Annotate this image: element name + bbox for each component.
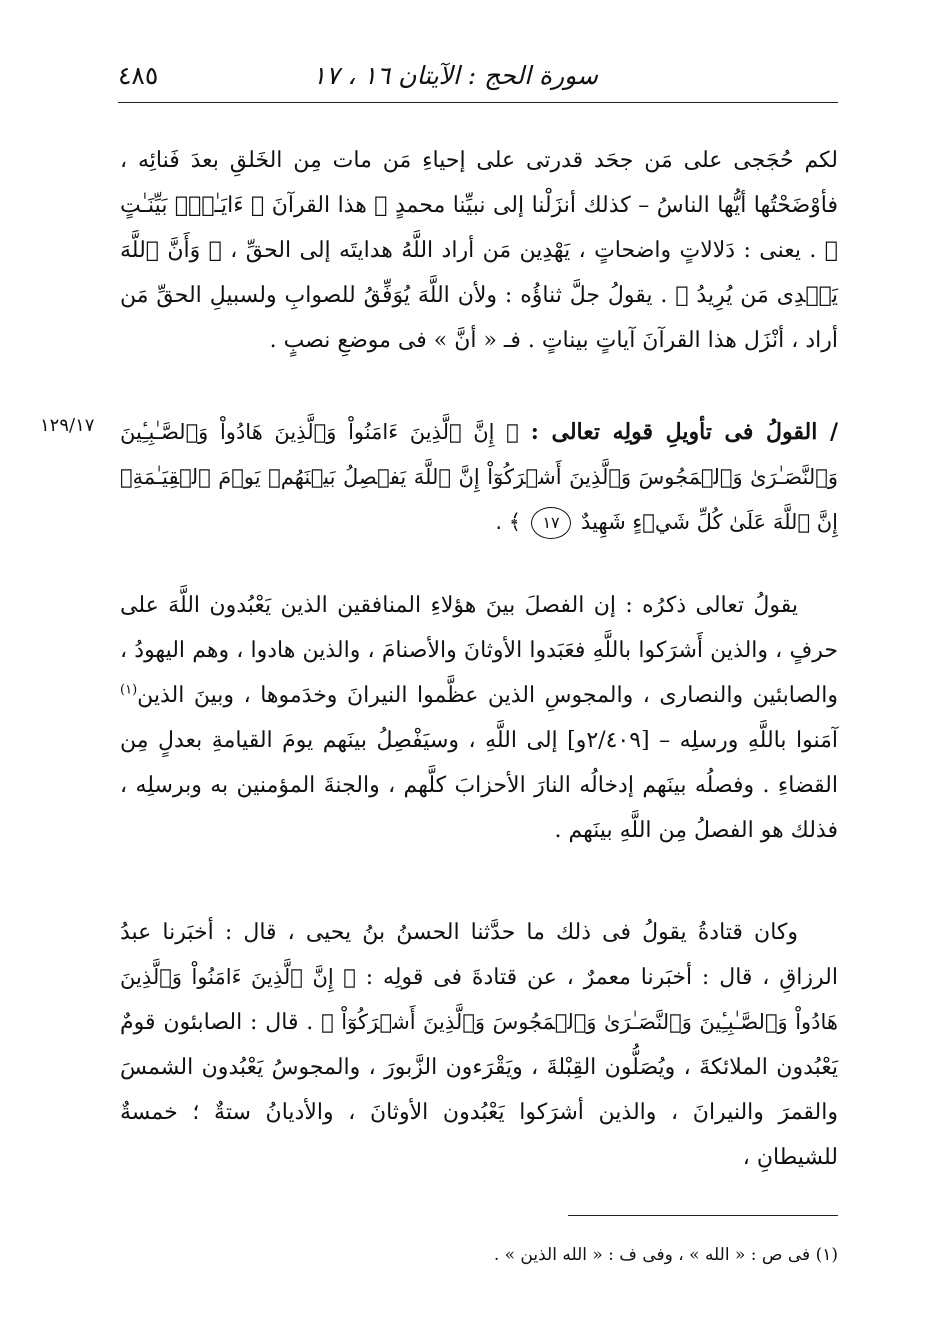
footnote-rule (568, 1215, 838, 1216)
paragraph-3-part2: آمَنوا باللَّهِ ورسلِه – [٢/٤٠٩و] إلى اللَّهِ ، وسيَفْصِلُ بينَهم يومَ القيامةِ بعدلٍ مِن القضاءِ . وفصلُه بينَهم إدخالُه النارَ الأحزابَ كلَّهم ، والجنةَ المؤمنين به وبرسلِه ، فذلك هو الفصلُ مِن اللَّهِ بينَهم . (120, 728, 838, 843)
paragraph-4 (120, 910, 838, 1180)
running-title: سورة الحج : الآيتان ١٦ ، ١٧ (312, 61, 598, 90)
page-number: ٤٨٥ (118, 61, 159, 90)
paragraph-4-part2: . قال : الصابئون قومٌ يَعْبُدون الملائكةَ ، ويُصَلُّون القِبْلةَ ، ويَقْرَءون الزَّبورَ ، والمجوسُ يَعْبُدون الشمسَ والقمرَ والنيرانَ ، والذين أشرَكوا يَعْبُدون الأوثانَ ، والأديانُ ستةٌ ؛ خمسةٌ للشيطانِ ، (120, 1010, 838, 1170)
margin-reference: ١٢٩/١٧ (40, 415, 95, 436)
paragraph-4-text (120, 910, 838, 1180)
verse-number-badge: ١٧ (531, 507, 571, 539)
verse-heading-block (120, 410, 838, 545)
page-header (118, 55, 838, 103)
paragraph-2 (120, 410, 838, 545)
paragraph-3-part1: يقولُ تعالى ذكرُه : إن الفصلَ بينَ هؤلاءِ المنافقين الذين يَعْبُدون اللَّهَ على حرفٍ ، والذين أَشرَكوا باللَّهِ فعَبَدوا الأوثانَ والأصنامَ ، والذين هادوا ، وهم اليهودُ ، والصابئين والنصارى ، والمجوسِ الذين عظَّموا النيرانَ وخدَموها ، وبينَ الذين (120, 593, 838, 708)
section-heading: / القولُ فى تأويلِ قولِه تعالى : (530, 419, 839, 445)
paragraph-3 (120, 583, 838, 853)
header-rule (118, 102, 838, 103)
paragraph-4-part1: وكان قتادةُ يقولُ فى ذلك ما حدَّثنا الحسنُ بنُ يحيى ، قال : أخبَرنا عبدُ الرزاقِ ، قال : أخبَرنا معمرٌ ، عن قتادةَ فى قولِه : (120, 920, 838, 990)
footnote-marker: (١) (120, 682, 138, 698)
footnote: (١) فى ص : « الله » ، وفى ف : « الله الذين » . (493, 1245, 838, 1265)
quran-verse-quote: ﴿ إِنَّ ٱلَّذِينَ ءَامَنُواْ وَٱلَّذِينَ هَادُواْ وَٱلصَّـٰبِـِٔينَ وَٱلنَّصَـٰرَىٰ وَٱلۡمَجُوسَ وَٱلَّذِينَ أَشۡرَكُوٓاْ ﴾ (120, 965, 838, 1034)
paragraph-1 (120, 138, 838, 363)
quran-verse: ﴿ إِنَّ ٱلَّذِينَ ءَامَنُواْ وَٱلَّذِينَ هَادُواْ وَٱلصَّـٰبِـِٔينَ وَٱلنَّصَـٰرَىٰ وَٱلۡمَجُوسَ وَٱلَّذِينَ أَشۡرَكُوٓاْ إِنَّ ٱللَّهَ يَفۡصِلُ بَيۡنَهُمۡ يَوۡمَ ٱلۡقِيَـٰمَةِۚ إِنَّ ٱللَّهَ عَلَىٰ كُلِّ شَيۡءٍ شَهِيدٌ (120, 420, 838, 534)
paragraph-1-text: لكم حُجَجى على مَن جحَد قدرتى على إحياءِ مَن مات مِن الخَلقِ بعدَ فَنائِه ، فأوْضَحْتُها أيُّها الناسُ – كذلك أنزَلْنا إلى نبيِّنا محمدٍ ﷺ هذا القرآنَ ﴿ ءَايَـٰتِۭ بَيِّنَـٰتٍ ﴾ . يعنى : دَلالاتٍ واضحاتٍ ، يَهْدِين مَن أراد اللَّهُ هدايتَه إلى الحقِّ ، ﴿ وَأَنَّ ٱللَّهَ يَهۡدِى مَن يُرِيدُ ﴾ . يقولُ جلَّ ثناؤُه : ولأن اللَّهَ يُوَفِّقُ للصوابِ ولسبيلِ الحقِّ مَن أراد ، أنْزَل هذا القرآنَ آياتٍ بيناتٍ . فـ « أنَّ » فى موضعِ نصبٍ . (120, 148, 838, 353)
paragraph-3-text (120, 583, 838, 853)
verse-close: ﴾ . (495, 510, 522, 534)
